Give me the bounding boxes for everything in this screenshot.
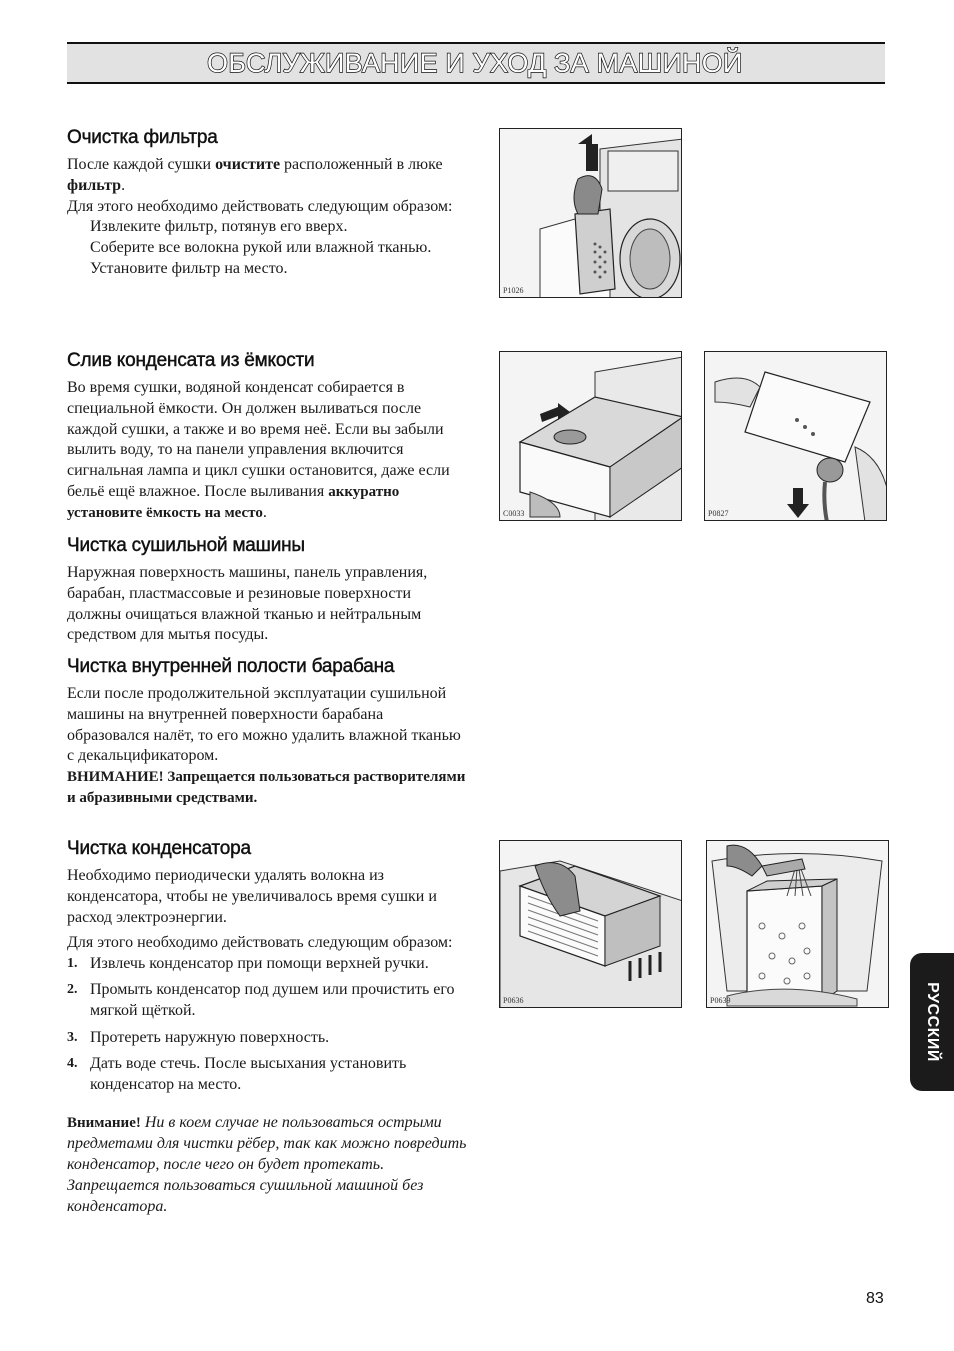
figure-code-2: C0033 <box>503 509 525 518</box>
figure-code-3: P0827 <box>708 509 729 518</box>
language-tab-label: РУССКИЙ <box>924 982 941 1062</box>
condenser-paragraph-1: Необходимо периодически удалять волокна из конденсатора, чтобы не увеличивалось время сушки и расход электроэнергии. <box>67 867 437 926</box>
drain-paragraph: Во время сушки, водяной конденсат собирается в специальной ёмкости. Он должен выливаться после каждой сушки, а также и во время неё. Если вы забыли вылить воду, то на панели управления включится сигнальная лампа и цикл сушки остановится, даже если бельё ещё влажное. После выливания аккуратно установите ёмкость на место. <box>67 379 450 521</box>
heading-drum-cleaning: Чистка внутренней полости барабана <box>67 656 395 677</box>
condenser-removal-illustration <box>500 841 682 1008</box>
heading-condensate-drain: Слив конденсата из ёмкости <box>67 350 315 371</box>
list-item: 3. Протереть наружную поверхность. <box>67 1028 330 1046</box>
figure-container-pullout <box>499 351 682 521</box>
filter-step-3: Установите фильтр на место. <box>90 259 288 277</box>
page-number: 83 <box>866 1290 884 1307</box>
filter-step-1: Извлеките фильтр, потянув его вверх. <box>90 218 348 236</box>
language-tab <box>910 953 954 1091</box>
filter-paragraph-1: После каждой сушки очистите расположенный в люке фильтр. <box>67 156 443 194</box>
section-filter-body <box>67 155 467 280</box>
figure-code-5: P0639 <box>710 996 731 1005</box>
container-pullout-illustration <box>500 352 682 521</box>
condenser-note-2: Запрещается пользоваться сушильной машиной без конденсатора. <box>67 1176 424 1215</box>
drum-paragraph: Если после продолжительной эксплуатации сушильной машины на внутренней поверхности барабана образовался налёт, то его можно удалить влажной тканью с декальцификатором. <box>67 685 461 765</box>
filter-paragraph-2: Для этого необходимо действовать следующим образом: <box>67 197 453 215</box>
section-drum-body <box>67 684 467 809</box>
section-condenser-body <box>67 866 467 1217</box>
figure-code-1: P1026 <box>503 286 524 295</box>
figure-condenser-washing <box>706 840 889 1008</box>
filter-step-2: Соберите все волокна рукой или влажной тканью. <box>90 239 432 257</box>
drum-warning: ВНИМАНИЕ! Запрещается пользоваться растворителями и абразивными средствами. <box>67 769 466 806</box>
condenser-washing-illustration <box>707 841 889 1008</box>
heading-condenser-cleaning: Чистка конденсатора <box>67 838 251 859</box>
exterior-paragraph: Наружная поверхность машины, панель управления, барабан, пластмассовые и резиновые поверхности должны очищаться влажной тканью и нейтральным средством для мытья посуды. <box>67 564 428 644</box>
list-item: 1. Извлечь конденсатор при помощи верхней ручки. <box>67 955 429 973</box>
list-item: 2. Промыть конденсатор под душем или прочистить его мягкой щёткой. <box>67 981 455 1020</box>
section-drain-body <box>67 378 467 524</box>
heading-filter-cleaning: Очистка фильтра <box>67 127 218 148</box>
condenser-note: Внимание! Ни в коем случае не пользоваться острыми предметами для чистки рёбер, так как можно повредить конденсатор, после чего он будет протекать. <box>67 1114 467 1174</box>
section-exterior-body <box>67 563 467 646</box>
list-item: 4. Дать воде стечь. После высыхания установить конденсатор на место. <box>67 1054 407 1093</box>
condenser-steps-list <box>67 954 467 1095</box>
figure-condenser-removal <box>499 840 682 1008</box>
container-pouring-illustration <box>705 352 887 521</box>
page-title: ОБСЛУЖИВАНИЕ И УХОД ЗА МАШИНОЙ <box>207 48 743 78</box>
condenser-paragraph-2: Для этого необходимо действовать следующим образом: <box>67 934 453 952</box>
heading-machine-cleaning: Чистка сушильной машины <box>67 535 305 556</box>
figure-container-pouring <box>704 351 887 521</box>
title-bar <box>67 42 885 84</box>
figure-filter-removal <box>499 128 682 298</box>
figure-code-4: P0636 <box>503 996 524 1005</box>
filter-removal-illustration <box>500 129 682 298</box>
